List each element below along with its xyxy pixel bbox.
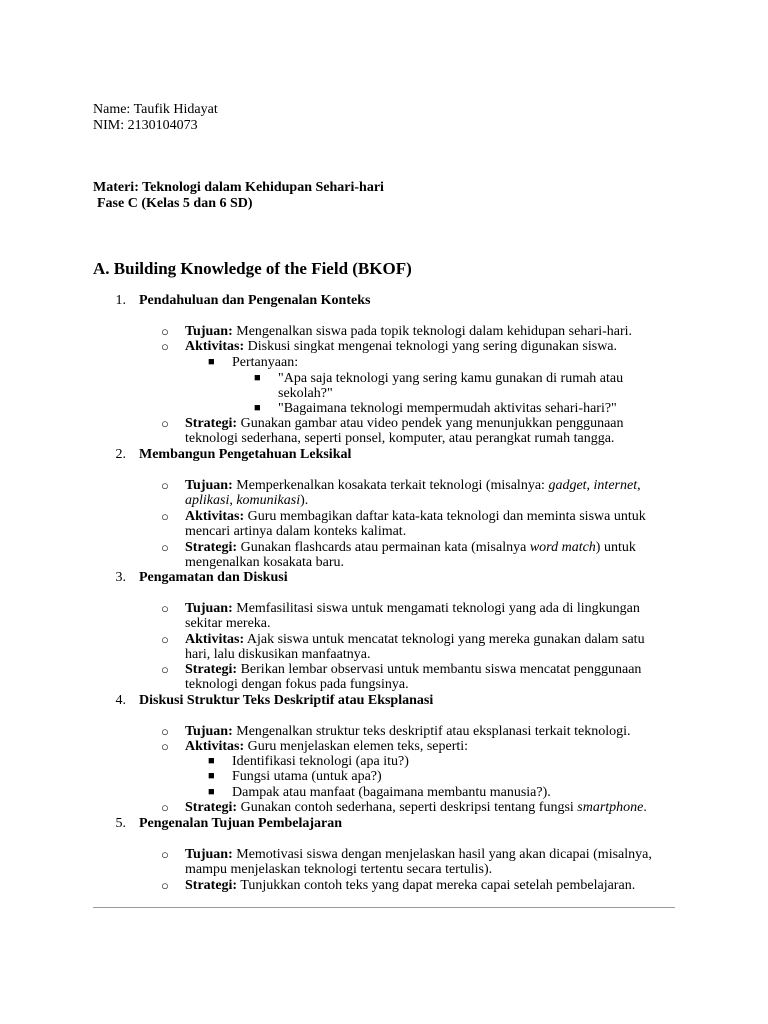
aktivitas-line-2: mencari artinya dalam konteks kalimat. bbox=[185, 524, 407, 539]
term-komunikasi: komunikasi bbox=[236, 493, 301, 508]
square-bullet: ■ bbox=[208, 755, 215, 767]
circle-bullet: ○ bbox=[161, 540, 169, 555]
strategi-post: . bbox=[643, 800, 647, 815]
tujuan-line-2: mampu menjelaskan teknologi tertentu secara tertulis). bbox=[185, 862, 493, 877]
tujuan-text: Memperkenalkan kosakata terkait teknologi (misalnya: bbox=[236, 478, 545, 493]
strategi-label: Strategi: bbox=[185, 800, 238, 815]
strategi-label: Strategi: bbox=[185, 662, 238, 677]
term-word-match: word match bbox=[529, 540, 596, 555]
aktivitas-text: Guru menjelaskan elemen teks, seperti: bbox=[247, 739, 469, 754]
item-title: Diskusi Struktur Teks Deskriptif atau Eksplanasi bbox=[139, 693, 434, 708]
strategi-line-2: teknologi sederhana, seperti ponsel, komputer, atau perangkat rumah tangga. bbox=[185, 431, 615, 446]
tujuan-label: Tujuan: bbox=[185, 324, 233, 339]
strategi-text: Berikan lembar observasi untuk membantu siswa mencatat penggunaan bbox=[240, 662, 642, 677]
tujuan-line-1: Tujuan: Memperkenalkan kosakata terkait teknologi (misalnya: gadget, internet, bbox=[185, 478, 641, 493]
tujuan-text: Memotivasi siswa dengan menjelaskan hasil yang akan dicapai (misalnya, bbox=[236, 847, 652, 862]
strategi-line-2: mengenalkan kosakata baru. bbox=[185, 555, 344, 570]
question-2: "Bagaimana teknologi mempermudah aktivitas sehari-hari?" bbox=[278, 401, 617, 416]
square-bullet: ■ bbox=[254, 402, 261, 414]
aktivitas-line-1 bbox=[185, 509, 675, 525]
circle-bullet: ○ bbox=[161, 478, 169, 493]
tujuan-text: Memfasilitasi siswa untuk mengamati teknologi yang ada di lingkungan bbox=[236, 601, 640, 616]
circle-bullet: ○ bbox=[161, 632, 169, 647]
section-heading: A. Building Knowledge of the Field (BKOF) bbox=[93, 259, 412, 278]
element-item: Fungsi utama (untuk apa?) bbox=[232, 769, 382, 784]
tujuan-label: Tujuan: bbox=[185, 724, 233, 739]
circle-bullet: ○ bbox=[161, 847, 169, 862]
strategi-line-1 bbox=[185, 416, 675, 432]
strategi-text: Gunakan gambar atau video pendek yang menunjukkan penggunaan bbox=[240, 416, 624, 431]
item-title: Pengamatan dan Diskusi bbox=[139, 570, 288, 585]
pertanyaan-label: Pertanyaan: bbox=[232, 355, 299, 370]
tujuan-label: Tujuan: bbox=[185, 847, 233, 862]
aktivitas-text: Guru membagikan daftar kata-kata teknologi dan meminta siswa untuk bbox=[247, 509, 646, 524]
tujuan-text: Mengenalkan siswa pada topik teknologi dalam kehidupan sehari-hari. bbox=[236, 324, 633, 339]
square-bullet: ■ bbox=[208, 770, 215, 782]
aktivitas-line bbox=[185, 739, 675, 755]
aktivitas-line-1 bbox=[185, 632, 675, 648]
strategi-label: Strategi: bbox=[185, 878, 238, 893]
strategi-label: Strategi: bbox=[185, 540, 238, 555]
item-number: 3. bbox=[115, 570, 126, 585]
tujuan-close: ). bbox=[300, 493, 309, 508]
strategi-line-1 bbox=[185, 662, 675, 678]
strategi-line bbox=[185, 800, 675, 816]
tujuan-line bbox=[185, 724, 675, 740]
circle-bullet: ○ bbox=[161, 724, 169, 739]
square-bullet: ■ bbox=[254, 372, 261, 384]
strategi-line-2: teknologi dengan fokus pada fungsinya. bbox=[185, 677, 409, 692]
item-number: 1. bbox=[115, 293, 126, 308]
question-1-line-2: sekolah?" bbox=[278, 386, 333, 401]
aktivitas-label: Aktivitas: bbox=[185, 739, 245, 754]
item-number: 2. bbox=[115, 447, 126, 462]
tujuan-label: Tujuan: bbox=[185, 601, 233, 616]
aktivitas-line-2: hari, lalu diskusikan manfaatnya. bbox=[185, 647, 371, 662]
term-internet: internet bbox=[593, 478, 638, 493]
aktivitas-label: Aktivitas: bbox=[185, 339, 245, 354]
element-item: Identifikasi teknologi (apa itu?) bbox=[232, 754, 409, 769]
tujuan-text: Mengenalkan struktur teks deskriptif atau eksplanasi terkait teknologi. bbox=[236, 724, 631, 739]
tujuan-line-1 bbox=[185, 601, 675, 617]
strategi-post: ) untuk bbox=[595, 540, 636, 555]
item-number: 4. bbox=[115, 693, 126, 708]
horizontal-rule bbox=[93, 907, 675, 908]
item-title: Pendahuluan dan Pengenalan Konteks bbox=[139, 293, 371, 308]
strategi-text: Gunakan flashcards atau permainan kata (misalnya bbox=[240, 540, 527, 555]
tujuan-line-2: sekitar mereka. bbox=[185, 616, 271, 631]
strategi-line-1 bbox=[185, 540, 675, 556]
circle-bullet: ○ bbox=[161, 416, 169, 431]
tujuan-line bbox=[185, 324, 675, 340]
element-item: Dampak atau manfaat (bagaimana membantu manusia?). bbox=[232, 785, 551, 800]
materi-title: Materi: Teknologi dalam Kehidupan Sehari-hari bbox=[93, 180, 384, 195]
circle-bullet: ○ bbox=[161, 601, 169, 616]
square-bullet: ■ bbox=[208, 786, 215, 798]
item-title: Pengenalan Tujuan Pembelajaran bbox=[139, 816, 343, 831]
item-title: Membangun Pengetahuan Leksikal bbox=[139, 447, 352, 462]
fase-subtitle: Fase C (Kelas 5 dan 6 SD) bbox=[97, 196, 253, 211]
circle-bullet: ○ bbox=[161, 324, 169, 339]
aktivitas-label: Aktivitas: bbox=[185, 632, 245, 647]
term-gadget: gadget bbox=[548, 478, 587, 493]
aktivitas-line bbox=[185, 339, 675, 355]
aktivitas-text: Ajak siswa untuk mencatat teknologi yang mereka gunakan dalam satu bbox=[246, 632, 645, 647]
strategi-label: Strategi: bbox=[185, 416, 238, 431]
student-nim: NIM: 2130104073 bbox=[93, 118, 198, 133]
term-aplikasi: aplikasi bbox=[185, 493, 230, 508]
aktivitas-label: Aktivitas: bbox=[185, 509, 245, 524]
term-smartphone: smartphone bbox=[577, 800, 644, 815]
item-number: 5. bbox=[115, 816, 126, 831]
strategi-text: Tunjukkan contoh teks yang dapat mereka capai setelah pembelajaran. bbox=[240, 878, 636, 893]
strategi-text: Gunakan contoh sederhana, seperti deskripsi tentang fungsi bbox=[240, 800, 574, 815]
tujuan-line-2: aplikasi, komunikasi). bbox=[185, 493, 309, 508]
circle-bullet: ○ bbox=[161, 509, 169, 524]
circle-bullet: ○ bbox=[161, 662, 169, 677]
circle-bullet: ○ bbox=[161, 800, 169, 815]
square-bullet: ■ bbox=[208, 356, 215, 368]
tujuan-line-1 bbox=[185, 847, 675, 863]
strategi-line bbox=[185, 878, 675, 894]
circle-bullet: ○ bbox=[161, 878, 169, 893]
circle-bullet: ○ bbox=[161, 339, 169, 354]
question-1-line-1: "Apa saja teknologi yang sering kamu gunakan di rumah atau bbox=[278, 371, 624, 386]
student-name: Name: Taufik Hidayat bbox=[93, 102, 218, 117]
circle-bullet: ○ bbox=[161, 739, 169, 754]
aktivitas-text: Diskusi singkat mengenai teknologi yang sering digunakan siswa. bbox=[247, 339, 618, 354]
tujuan-label: Tujuan: bbox=[185, 478, 233, 493]
